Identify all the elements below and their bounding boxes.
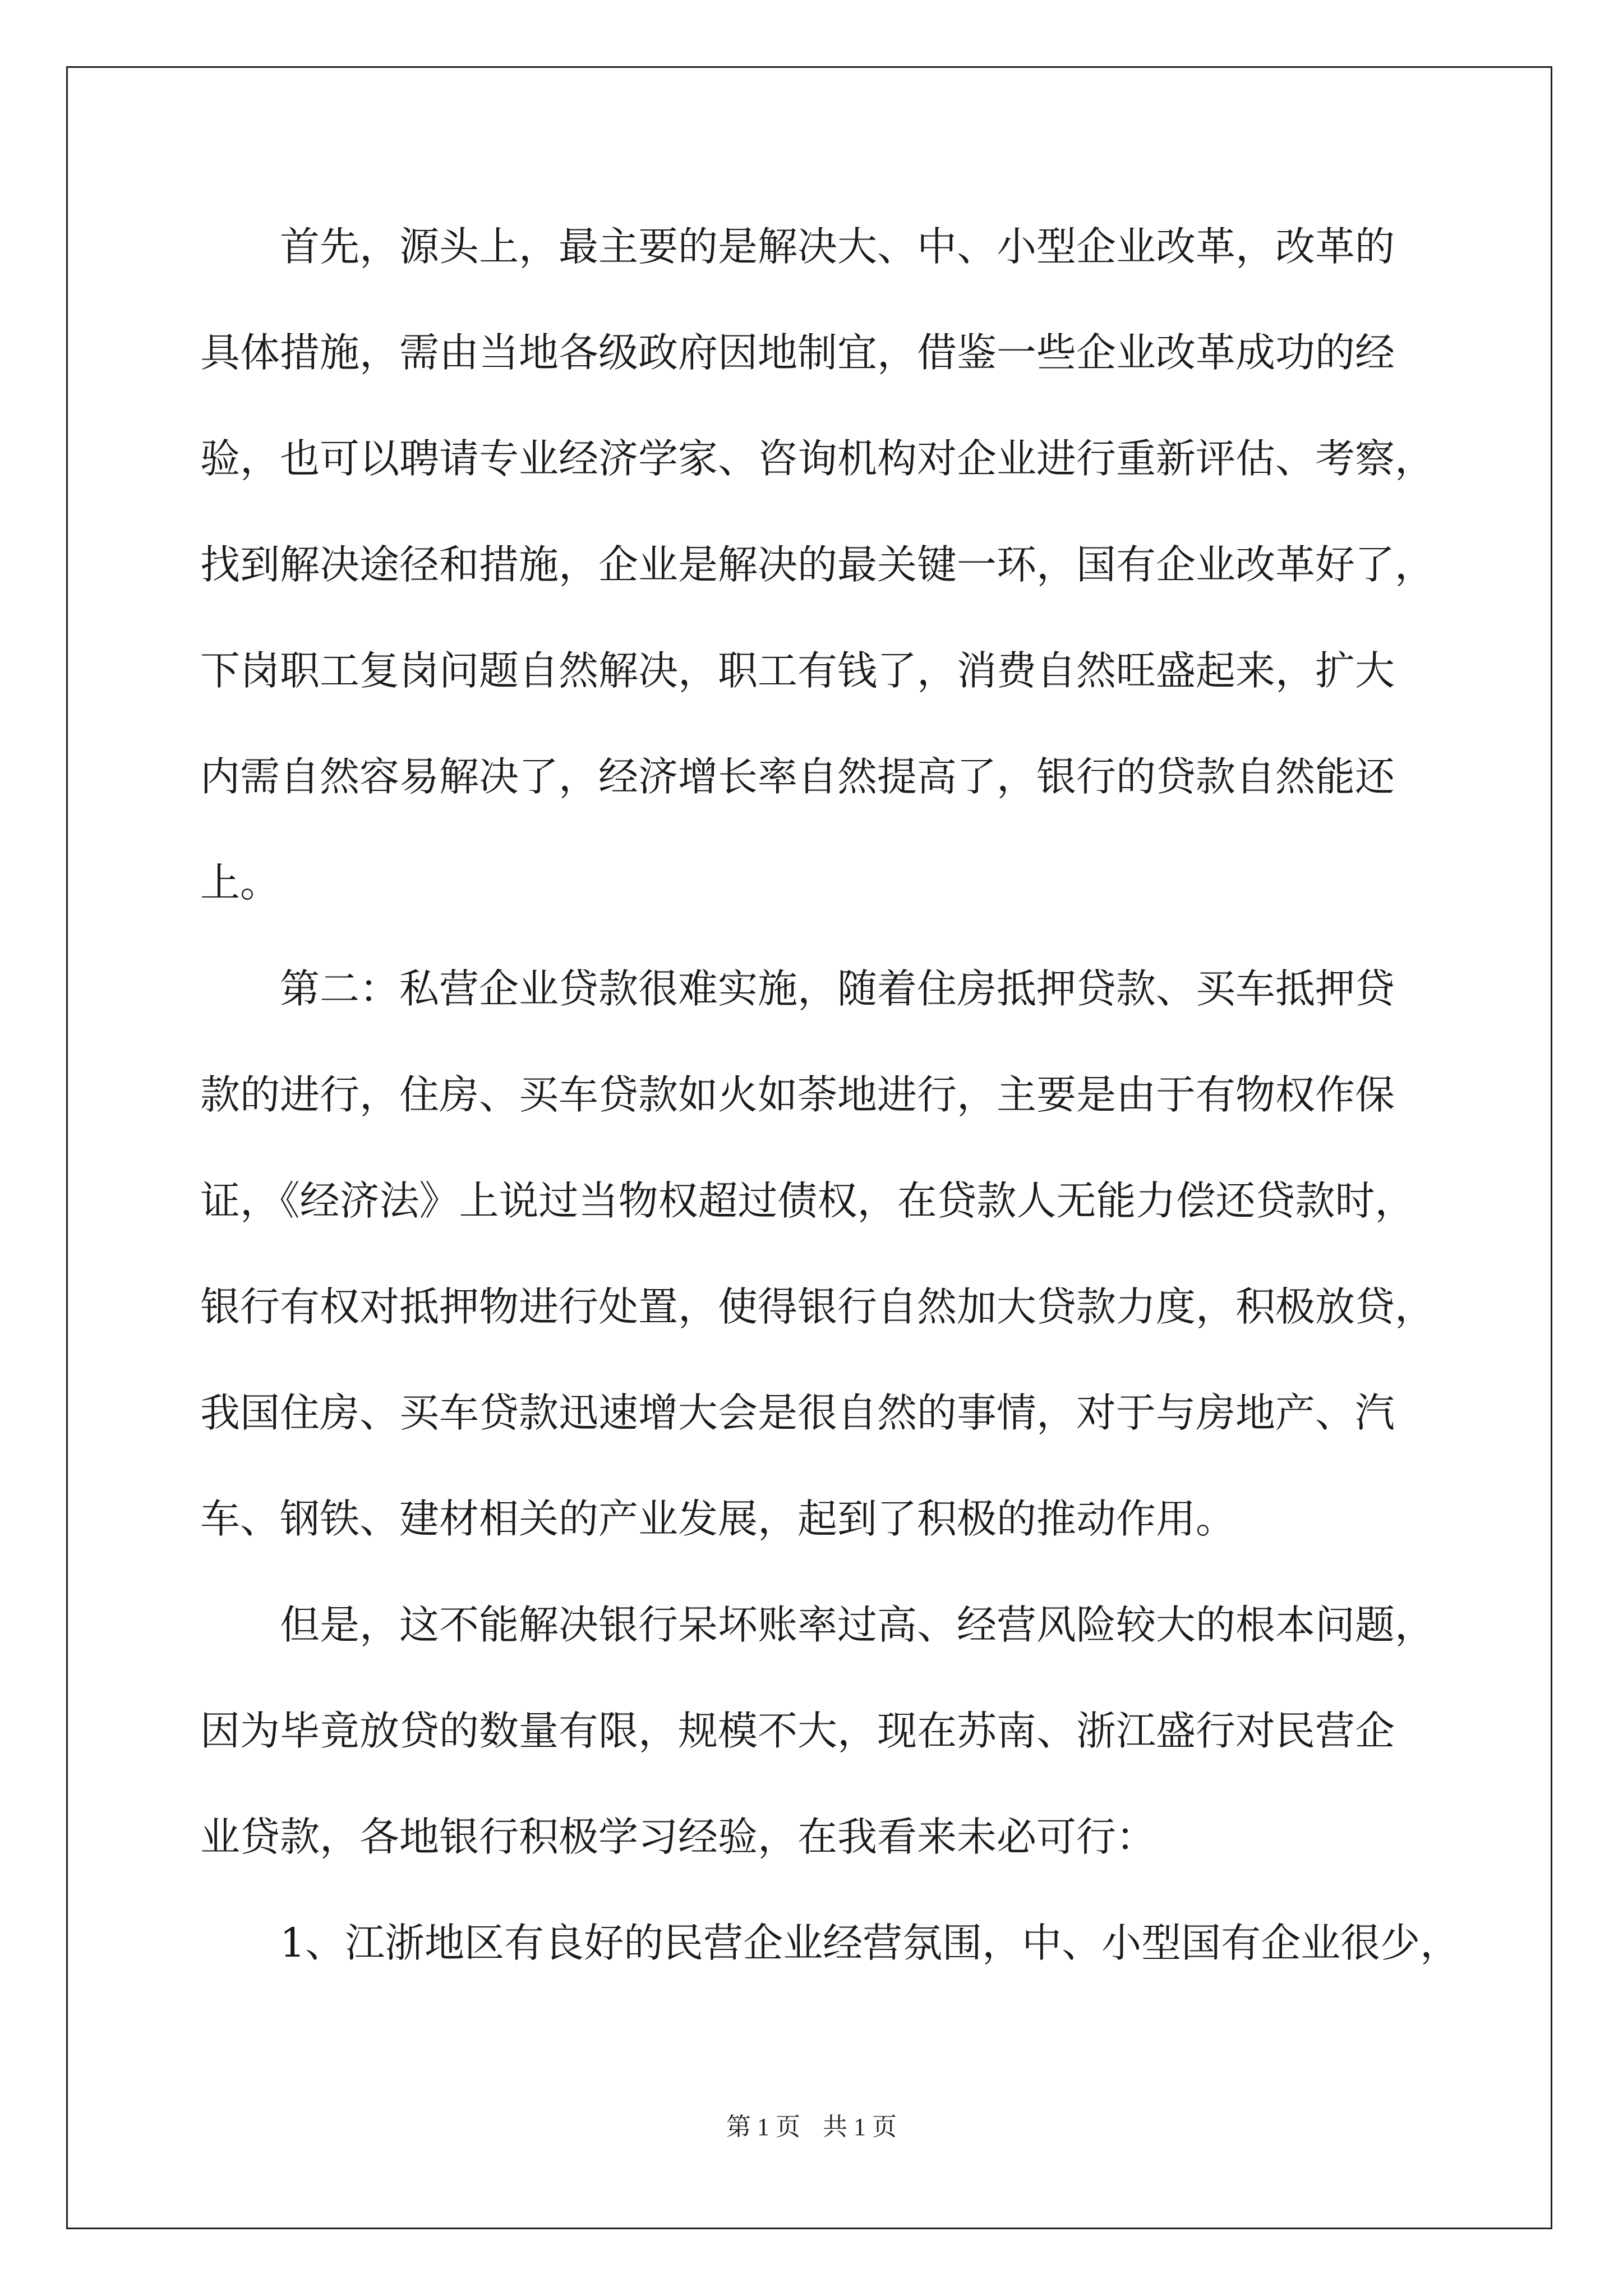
page-footer [0,2110,1623,2144]
document-body [200,213,1460,2016]
text-line: 首先，源头上，最主要的是解决大、中、小型企业改革，改革的 [280,223,1395,270]
text-line: 1、江浙地区有良好的民营企业经营氛围，中、小型国有企业很少， [280,1920,1460,1966]
text-line: 因为毕竟放贷的数量有限，规模不大，现在苏南、浙江盛行对民营企 [200,1708,1395,1754]
text-line: 车、钢铁、建材相关的产业发展，起到了积极的推动作用。 [200,1496,1236,1542]
text-line: 款的进行，住房、买车贷款如火如荼地进行，主要是由于有物权作保 [200,1071,1395,1118]
text-line: 证，《经济法》上说过当物权超过债权，在贷款人无能力偿还贷款时， [200,1177,1415,1224]
page-number: 第 1 页 [726,2113,800,2141]
text-line: 银行有权对抵押物进行处置，使得银行自然加大贷款力度，积极放贷， [200,1283,1435,1330]
text-line: 验，也可以聘请专业经济学家、咨询机构对企业进行重新评估、考察， [200,435,1435,482]
text-line: 具体措施，需由当地各级政府因地制宜，借鉴一些企业改革成功的经 [200,329,1395,376]
text-line: 业贷款，各地银行积极学习经验，在我看来未必可行： [200,1814,1156,1860]
text-line: 找到解决途径和措施，企业是解决的最关键一环，国有企业改革好了， [200,541,1435,588]
text-line: 我国住房、买车贷款迅速增大会是很自然的事情，对于与房地产、汽 [200,1389,1395,1436]
text-line: 上。 [200,859,280,906]
text-line: 第二：私营企业贷款很难实施，随着住房抵押贷款、买车抵押贷 [280,965,1395,1012]
text-line: 但是，这不能解决银行呆坏账率过高、经营风险较大的根本问题， [280,1602,1435,1648]
page-total: 共 1 页 [823,2113,897,2141]
text-line: 内需自然容易解决了，经济增长率自然提高了，银行的贷款自然能还 [200,753,1395,800]
text-line: 下岗职工复岗问题自然解决，职工有钱了，消费自然旺盛起来，扩大 [200,647,1395,694]
